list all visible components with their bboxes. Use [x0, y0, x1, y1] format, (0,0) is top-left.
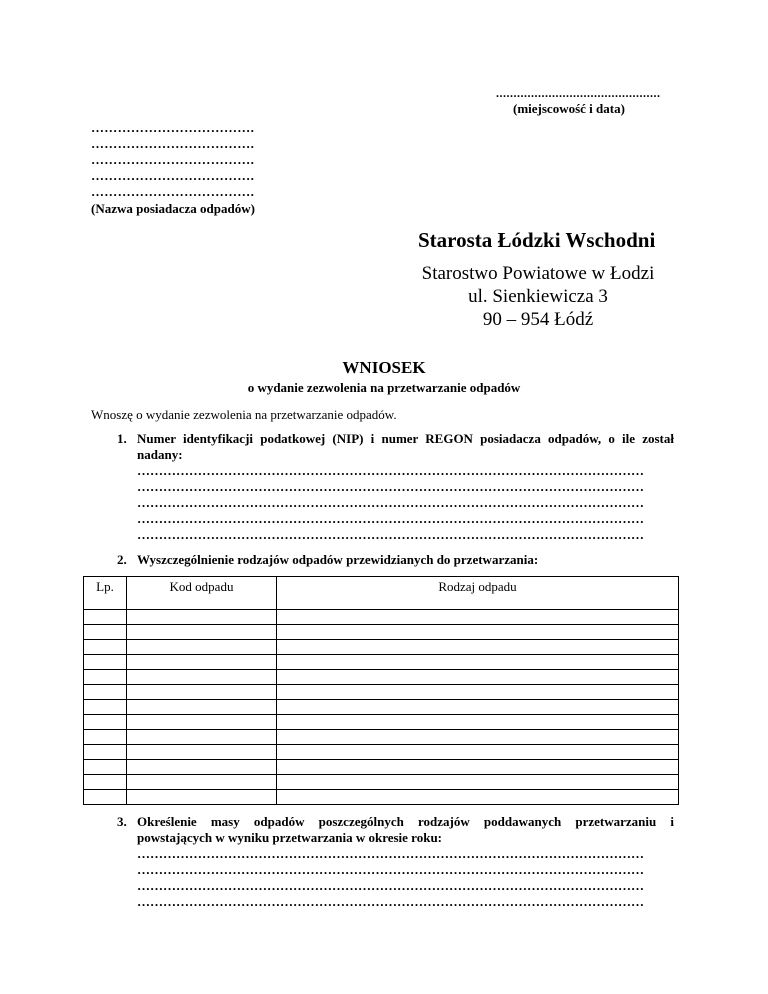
table-row	[84, 655, 679, 670]
type-cell[interactable]	[277, 655, 679, 670]
intro-text: Wnoszę o wydanie zezwolenia na przetwarzanie odpadów.	[91, 407, 397, 422]
holder-name-line[interactable]: ……………………………….	[91, 136, 255, 151]
holder-name-block	[91, 120, 255, 217]
code-cell[interactable]	[127, 640, 277, 655]
col-header-kod: Kod odpadu	[127, 577, 277, 610]
section-number: 1.	[117, 431, 127, 446]
col-header-rodzaj: Rodzaj odpadu	[277, 577, 679, 610]
code-cell[interactable]	[127, 610, 277, 625]
code-cell[interactable]	[127, 700, 277, 715]
type-cell[interactable]	[277, 670, 679, 685]
lp-cell[interactable]	[84, 730, 127, 745]
lp-cell[interactable]	[84, 640, 127, 655]
table-row	[84, 670, 679, 685]
mass-line[interactable]: ………………………………………………………………………………………………………	[137, 878, 644, 893]
nip-regon-line[interactable]: ………………………………………………………………………………………………………	[137, 527, 644, 542]
type-cell[interactable]	[277, 730, 679, 745]
section-text: Wyszczególnienie rodzajów odpadów przewidzianych do przetwarzania:	[137, 552, 539, 567]
code-cell[interactable]	[127, 790, 277, 805]
holder-name-line[interactable]: ……………………………….	[91, 152, 255, 167]
recipient-street: ul. Sienkiewicza 3	[468, 286, 608, 307]
table-row	[84, 730, 679, 745]
lp-cell[interactable]	[84, 715, 127, 730]
lp-cell[interactable]	[84, 745, 127, 760]
type-cell[interactable]	[277, 700, 679, 715]
code-cell[interactable]	[127, 625, 277, 640]
table-row	[84, 610, 679, 625]
document-subtitle: o wydanie zezwolenia na przetwarzanie odpadów	[247, 380, 521, 395]
mass-line[interactable]: ………………………………………………………………………………………………………	[137, 894, 644, 909]
section-3	[117, 814, 674, 910]
type-cell[interactable]	[277, 760, 679, 775]
table-row	[84, 775, 679, 790]
lp-cell[interactable]	[84, 685, 127, 700]
nip-regon-line[interactable]: ………………………………………………………………………………………………………	[137, 479, 644, 494]
code-cell[interactable]	[127, 670, 277, 685]
table-row	[84, 700, 679, 715]
recipient-title: Starosta Łódzki Wschodni	[418, 228, 656, 252]
section-text: Numer identyfikacji podatkowej (NIP) i numer REGON posiadacza odpadów, o ile został nadany:	[137, 431, 674, 462]
place-date-field[interactable]: ...............................................	[496, 86, 661, 100]
lp-cell[interactable]	[84, 670, 127, 685]
mass-line[interactable]: ………………………………………………………………………………………………………	[137, 862, 644, 877]
holder-name-line[interactable]: ……………………………….	[91, 168, 255, 183]
lp-cell[interactable]	[84, 610, 127, 625]
code-cell[interactable]	[127, 745, 277, 760]
code-cell[interactable]	[127, 730, 277, 745]
lp-cell[interactable]	[84, 625, 127, 640]
holder-name-label: (Nazwa posiadacza odpadów)	[91, 201, 255, 216]
col-header-lp: Lp.	[84, 577, 127, 610]
table-row	[84, 685, 679, 700]
table-row	[84, 760, 679, 775]
section-number: 3.	[117, 814, 127, 829]
code-cell[interactable]	[127, 715, 277, 730]
type-cell[interactable]	[277, 685, 679, 700]
nip-regon-line[interactable]: ………………………………………………………………………………………………………	[137, 511, 644, 526]
recipient-city: 90 – 954 Łódź	[482, 309, 594, 330]
nip-regon-line[interactable]: ………………………………………………………………………………………………………	[137, 463, 644, 478]
type-cell[interactable]	[277, 790, 679, 805]
table-row	[84, 640, 679, 655]
section-1	[117, 431, 674, 543]
code-cell[interactable]	[127, 685, 277, 700]
holder-name-line[interactable]: ……………………………….	[91, 120, 255, 135]
code-cell[interactable]	[127, 655, 277, 670]
holder-name-line[interactable]: ……………………………….	[91, 184, 255, 199]
table-row	[84, 745, 679, 760]
table-row	[84, 790, 679, 805]
lp-cell[interactable]	[84, 655, 127, 670]
code-cell[interactable]	[127, 760, 277, 775]
nip-regon-line[interactable]: ………………………………………………………………………………………………………	[137, 495, 644, 510]
lp-cell[interactable]	[84, 700, 127, 715]
mass-line[interactable]: ………………………………………………………………………………………………………	[137, 846, 644, 861]
section-text: Określenie masy odpadów poszczególnych rodzajów poddawanych przetwarzaniu i powstających w wyniku przetwarzania w okresie roku:	[137, 814, 674, 845]
type-cell[interactable]	[277, 775, 679, 790]
lp-cell[interactable]	[84, 790, 127, 805]
table-row	[84, 625, 679, 640]
section-2	[117, 552, 674, 568]
table-row	[84, 715, 679, 730]
type-cell[interactable]	[277, 715, 679, 730]
document-title: WNIOSEK	[342, 358, 426, 377]
type-cell[interactable]	[277, 640, 679, 655]
section-number: 2.	[117, 552, 127, 567]
lp-cell[interactable]	[84, 775, 127, 790]
type-cell[interactable]	[277, 625, 679, 640]
type-cell[interactable]	[277, 610, 679, 625]
waste-table	[83, 576, 679, 805]
type-cell[interactable]	[277, 745, 679, 760]
lp-cell[interactable]	[84, 760, 127, 775]
recipient-office: Starostwo Powiatowe w Łodzi	[421, 263, 655, 284]
place-date-label: (miejscowość i data)	[513, 101, 625, 116]
code-cell[interactable]	[127, 775, 277, 790]
